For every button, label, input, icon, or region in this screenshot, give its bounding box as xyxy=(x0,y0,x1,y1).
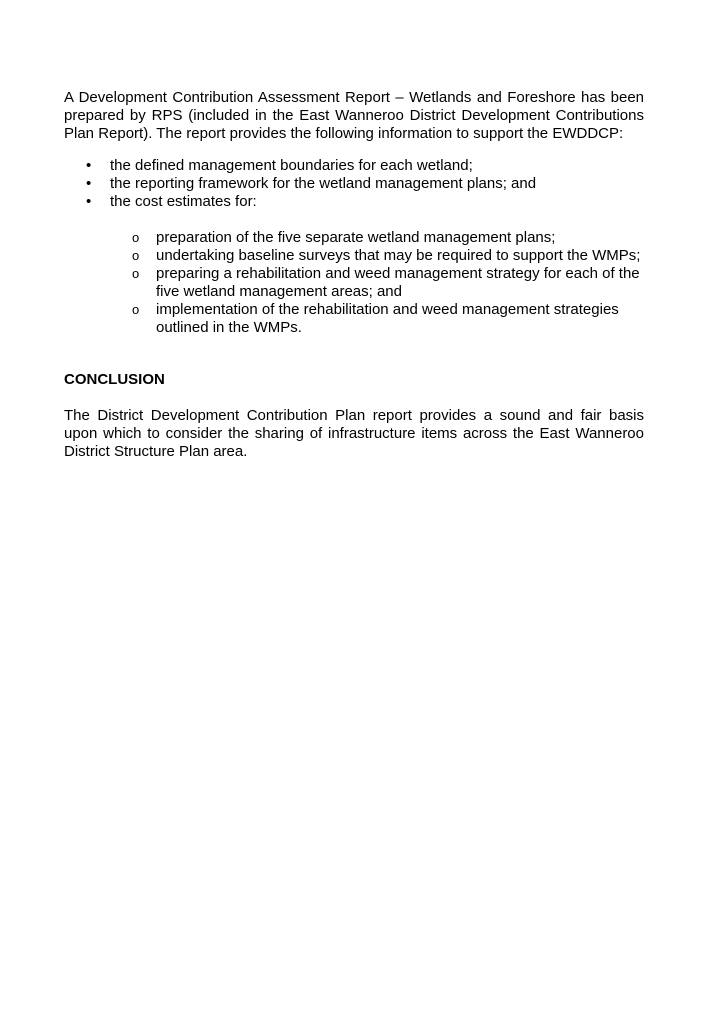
sub-bullet-text: preparing a rehabilitation and weed management strategy for each of the five wetland management areas; and xyxy=(156,265,640,300)
document-page xyxy=(64,89,644,461)
bullet-text: the defined management boundaries for each wetland; xyxy=(110,157,473,174)
bullet-icon: • xyxy=(86,157,92,174)
circle-bullet-icon: o xyxy=(132,302,140,317)
bullet-icon: • xyxy=(86,193,92,210)
list-item xyxy=(64,265,644,301)
list-item xyxy=(64,247,644,265)
circle-bullet-icon: o xyxy=(132,266,140,281)
sub-bullet-text: implementation of the rehabilitation and weed management strategies outlined in the WMPs. xyxy=(156,301,619,336)
list-item xyxy=(64,301,644,337)
sub-bullet-text: preparation of the five separate wetland management plans; xyxy=(156,229,556,246)
bullet-list xyxy=(64,157,644,211)
conclusion-heading: CONCLUSION xyxy=(64,371,165,388)
circle-bullet-icon: o xyxy=(132,248,140,263)
list-item xyxy=(64,157,644,175)
conclusion-paragraph: The District Development Contribution Plan report provides a sound and fair basis upon which to consider the sharing of infrastructure items across the East Wanneroo District Structure Plan area. xyxy=(64,407,644,460)
list-item xyxy=(64,193,644,211)
intro-paragraph: A Development Contribution Assessment Report – Wetlands and Foreshore has been prepared by RPS (included in the East Wanneroo District Development Contributions Plan Report). The report provides the following information to support the EWDDCP: xyxy=(64,89,644,142)
bullet-text: the reporting framework for the wetland management plans; and xyxy=(110,175,537,192)
bullet-text: the cost estimates for: xyxy=(110,193,257,210)
sub-bullet-text: undertaking baseline surveys that may be required to support the WMPs; xyxy=(156,247,641,264)
circle-bullet-icon: o xyxy=(132,230,140,245)
list-item xyxy=(64,229,644,247)
sub-bullet-list xyxy=(64,229,644,337)
bullet-icon: • xyxy=(86,175,92,192)
list-item xyxy=(64,175,644,193)
